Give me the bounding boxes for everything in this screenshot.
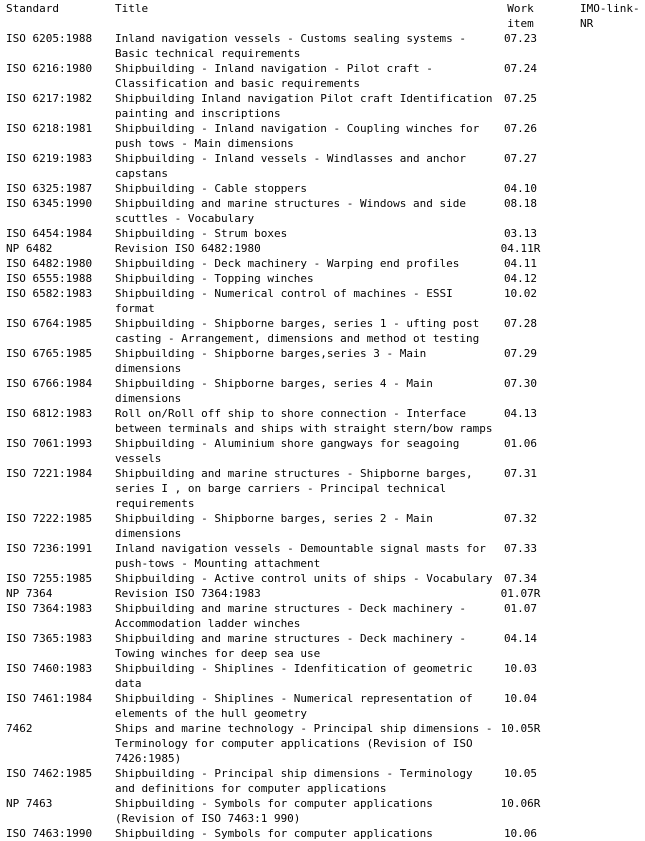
title-cell: Roll on/Roll off ship to shore connection - Interface between terminals and ships with straight stern/bow ramps (115, 407, 493, 435)
imo-link-cell (580, 181, 644, 196)
work-item-cell: 07.27 (503, 152, 538, 165)
table-row (6, 766, 644, 796)
standard-cell: ISO 6219:1983 (6, 152, 93, 165)
table-row (6, 796, 644, 826)
title-cell: Shipbuilding - Shiplines - Numerical representation of elements of the hull geometry (115, 692, 473, 720)
title-cell: Ships and marine technology - Principal ship dimensions - Terminology for computer applications (Revision of ISO 7426:1985) (115, 722, 493, 765)
work-item-cell: 07.26 (503, 122, 538, 135)
header-title: Title (115, 2, 149, 15)
table-row (6, 121, 644, 151)
title-cell: Shipbuilding - Inland navigation - Coupling winches for push tows - Main dimensions (115, 122, 480, 150)
imo-link-cell (580, 286, 644, 316)
title-cell: Shipbuilding - Shiplines - Idenfitication of geometric data (115, 662, 473, 690)
standard-cell: ISO 7255:1985 (6, 572, 93, 585)
work-item-cell: 01.07R (500, 587, 541, 600)
table-body (6, 31, 644, 841)
work-item-cell: 07.31 (503, 467, 538, 480)
imo-link-cell (580, 601, 644, 631)
work-item-cell: 03.13 (503, 227, 538, 240)
table-row (6, 721, 644, 766)
table-row (6, 286, 644, 316)
imo-link-cell (580, 721, 644, 766)
work-item-cell: 10.06 (503, 827, 538, 840)
title-cell: Shipbuilding - Shipborne barges, series 4 - Main dimensions (115, 377, 433, 405)
work-item-cell: 04.11 (503, 257, 538, 270)
work-item-cell: 10.03 (503, 662, 538, 675)
standard-cell: ISO 6218:1981 (6, 122, 93, 135)
standard-cell: NP 6482 (6, 242, 53, 255)
standard-cell: ISO 7461:1984 (6, 692, 93, 705)
work-item-cell: 04.10 (503, 182, 538, 195)
table-row (6, 181, 644, 196)
work-item-cell: 07.34 (503, 572, 538, 585)
work-item-cell: 01.07 (503, 602, 538, 615)
imo-link-cell (580, 196, 644, 226)
table-row (6, 541, 644, 571)
imo-link-cell (580, 256, 644, 271)
title-cell: Shipbuilding - Topping winches (115, 272, 314, 285)
header-imo-link: IMO-link-NR (580, 2, 640, 30)
title-cell: Shipbuilding Inland navigation Pilot craft Identification painting and inscriptions (115, 92, 493, 120)
table-row (6, 31, 644, 61)
table-row (6, 226, 644, 241)
standard-cell: ISO 7222:1985 (6, 512, 93, 525)
title-cell: Shipbuilding and marine structures - Windows and side scuttles - Vocabulary (115, 197, 466, 225)
imo-link-cell (580, 376, 644, 406)
standard-cell: ISO 6325:1987 (6, 182, 93, 195)
standard-cell: 7462 (6, 722, 33, 735)
standard-cell: ISO 6766:1984 (6, 377, 93, 390)
imo-link-cell (580, 91, 644, 121)
table-row (6, 91, 644, 121)
standard-cell: ISO 6216:1980 (6, 62, 93, 75)
imo-link-cell (580, 766, 644, 796)
standard-cell: ISO 6765:1985 (6, 347, 93, 360)
imo-link-cell (580, 226, 644, 241)
standard-cell: ISO 6482:1980 (6, 257, 93, 270)
imo-link-cell (580, 31, 644, 61)
imo-link-cell (580, 541, 644, 571)
table-row (6, 586, 644, 601)
table-row (6, 151, 644, 181)
table-row (6, 601, 644, 631)
work-item-cell: 10.05 (503, 767, 538, 780)
work-item-cell: 10.05R (500, 722, 541, 735)
title-cell: Shipbuilding - Strum boxes (115, 227, 288, 240)
title-cell: Inland navigation vessels - Demountable signal masts for push-tows - Mounting attachment (115, 542, 486, 570)
imo-link-cell (580, 316, 644, 346)
title-cell: Shipbuilding - Cable stoppers (115, 182, 308, 195)
title-cell: Shipbuilding - Shipborne barges, series 1 - ufting post casting - Arrangement, dimensions and method ot testing (115, 317, 480, 345)
standard-cell: ISO 7365:1983 (6, 632, 93, 645)
imo-link-cell (580, 436, 644, 466)
imo-link-cell (580, 796, 644, 826)
standard-cell: ISO 6555:1988 (6, 272, 93, 285)
imo-link-cell (580, 406, 644, 436)
title-cell: Shipbuilding - Shipborne barges, series 2 - Main dimensions (115, 512, 433, 540)
title-cell: Shipbuilding - Aluminium shore gangways for seagoing vessels (115, 437, 460, 465)
table-row (6, 466, 644, 511)
work-item-cell: 01.06 (503, 437, 538, 450)
standard-cell: ISO 7462:1985 (6, 767, 93, 780)
title-cell: Shipbuilding - Active control units of ships - Vocabulary (115, 572, 493, 585)
table-row (6, 661, 644, 691)
imo-link-cell (580, 151, 644, 181)
standard-cell: ISO 6764:1985 (6, 317, 93, 330)
table-row (6, 436, 644, 466)
imo-link-cell (580, 241, 644, 256)
work-item-cell: 04.11R (500, 242, 541, 255)
imo-link-cell (580, 121, 644, 151)
table-row (6, 61, 644, 91)
work-item-cell: 07.29 (503, 347, 538, 360)
work-item-cell: 10.04 (503, 692, 538, 705)
imo-link-cell (580, 61, 644, 91)
work-item-cell: 04.13 (503, 407, 538, 420)
work-item-cell: 07.33 (503, 542, 538, 555)
work-item-cell: 07.24 (503, 62, 538, 75)
table-row (6, 241, 644, 256)
table-row (6, 271, 644, 286)
title-cell: Shipbuilding - Symbols for computer applications (115, 827, 433, 840)
standard-cell: ISO 7221:1984 (6, 467, 93, 480)
header-work-item: Work item (507, 2, 534, 30)
work-item-cell: 04.12 (503, 272, 538, 285)
work-item-cell: 07.32 (503, 512, 538, 525)
title-cell: Shipbuilding and marine structures - Shipborne barges, series I , on barge carriers - Principal technical requirements (115, 467, 473, 510)
table-row (6, 256, 644, 271)
imo-link-cell (580, 346, 644, 376)
work-item-cell: 10.02 (503, 287, 538, 300)
work-item-cell: 07.30 (503, 377, 538, 390)
standard-cell: ISO 7364:1983 (6, 602, 93, 615)
standard-cell: ISO 6812:1983 (6, 407, 93, 420)
table-row (6, 511, 644, 541)
standard-cell: ISO 6345:1990 (6, 197, 93, 210)
standard-cell: ISO 7460:1983 (6, 662, 93, 675)
title-cell: Shipbuilding - Numerical control of machines - ESSI format (115, 287, 453, 315)
header-standard: Standard (6, 2, 59, 15)
table-row (6, 691, 644, 721)
table-row (6, 826, 644, 841)
table-row (6, 196, 644, 226)
title-cell: Shipbuilding and marine structures - Deck machinery - Accommodation ladder winches (115, 602, 466, 630)
work-item-cell: 07.23 (503, 32, 538, 45)
standard-cell: ISO 7463:1990 (6, 827, 93, 840)
standard-cell: ISO 7236:1991 (6, 542, 93, 555)
title-cell: Inland navigation vessels - Customs sealing systems - Basic technical requirements (115, 32, 466, 60)
title-cell: Revision ISO 6482:1980 (115, 242, 261, 255)
table-row (6, 631, 644, 661)
title-cell: Shipbuilding - Symbols for computer applications (Revision of ISO 7463:1 990) (115, 797, 433, 825)
table-row (6, 571, 644, 586)
standard-cell: NP 7463 (6, 797, 53, 810)
work-item-cell: 07.25 (503, 92, 538, 105)
table-row (6, 316, 644, 346)
imo-link-cell (580, 586, 644, 601)
table-row (6, 346, 644, 376)
standard-cell: ISO 6454:1984 (6, 227, 93, 240)
title-cell: Shipbuilding - Deck machinery - Warping end profiles (115, 257, 460, 270)
imo-link-cell (580, 661, 644, 691)
imo-link-cell (580, 826, 644, 841)
imo-link-cell (580, 511, 644, 541)
title-cell: Revision ISO 7364:1983 (115, 587, 261, 600)
work-item-cell: 07.28 (503, 317, 538, 330)
imo-link-cell (580, 271, 644, 286)
title-cell: Shipbuilding - Inland vessels - Windlasses and anchor capstans (115, 152, 466, 180)
standard-cell: ISO 6217:1982 (6, 92, 93, 105)
table-row (6, 406, 644, 436)
work-item-cell: 10.06R (500, 797, 541, 810)
standard-cell: ISO 6205:1988 (6, 32, 93, 45)
work-item-cell: 04.14 (503, 632, 538, 645)
standard-cell: ISO 6582:1983 (6, 287, 93, 300)
title-cell: Shipbuilding - Inland navigation - Pilot craft - Classification and basic requirements (115, 62, 433, 90)
imo-link-cell (580, 691, 644, 721)
header-row (6, 1, 644, 31)
table-row (6, 376, 644, 406)
work-item-cell: 08.18 (503, 197, 538, 210)
imo-link-cell (580, 571, 644, 586)
imo-link-cell (580, 631, 644, 661)
standards-table (6, 1, 644, 841)
standard-cell: NP 7364 (6, 587, 53, 600)
standard-cell: ISO 7061:1993 (6, 437, 93, 450)
table-header (6, 1, 644, 31)
title-cell: Shipbuilding - Shipborne barges,series 3 - Main dimensions (115, 347, 427, 375)
imo-link-cell (580, 466, 644, 511)
title-cell: Shipbuilding and marine structures - Deck machinery - Towing winches for deep sea use (115, 632, 466, 660)
title-cell: Shipbuilding - Principal ship dimensions - Terminology and definitions for computer applications (115, 767, 473, 795)
